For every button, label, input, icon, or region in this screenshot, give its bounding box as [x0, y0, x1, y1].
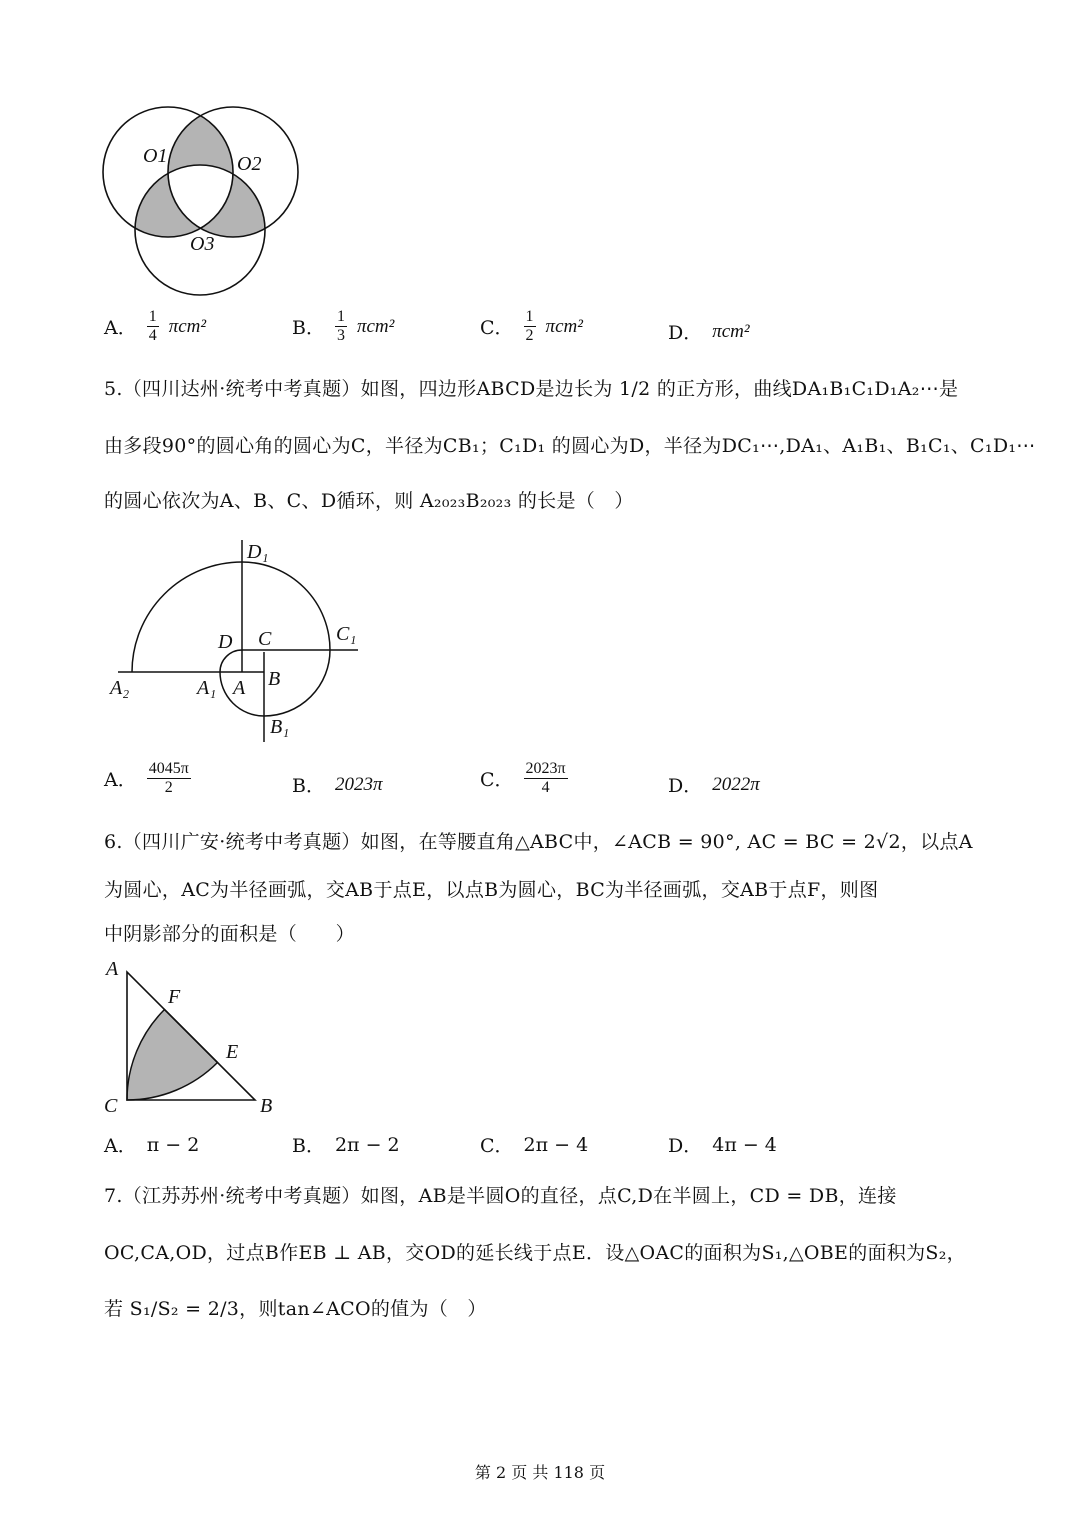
option-c — [480, 760, 568, 797]
label-a1: A₁ — [197, 677, 217, 699]
option-letter: D． — [668, 1135, 703, 1157]
numerator: 4045π — [148, 760, 189, 777]
option-letter: A． — [104, 1135, 137, 1157]
question-5-line-1: 5.（四川达州·统考中考真题）如图，四边形ABCD是边长为 1/2 的正方形，曲线DA₁B₁C₁D₁A₂⋯是 — [104, 378, 959, 400]
option-c — [480, 1131, 588, 1158]
label-f: F — [168, 986, 181, 1008]
label-e: E — [226, 1041, 239, 1063]
option-letter: D． — [668, 322, 703, 344]
option-letter: C． — [480, 1135, 514, 1157]
option-b — [292, 1131, 400, 1158]
option-value: 2π − 4 — [523, 1133, 589, 1156]
spiral-figure — [118, 540, 358, 742]
option-letter: D． — [668, 775, 703, 797]
page-footer: 第 2 页 共 118 页 — [474, 1463, 606, 1482]
question-7-line-2: OC,CA,OD，过点B作EB ⊥ AB，交OD的延长线于点E．设△OAC的面积为S₁,△OBE的面积为S₂， — [104, 1242, 966, 1264]
option-value: 4π − 4 — [712, 1133, 777, 1156]
option-letter: A． — [104, 317, 137, 339]
question-5-line-2: 由多段90°的圆心角的圆心为C，半径为CB₁；C₁D₁ 的圆心为D，半径为DC₁⋯,DA₁、A₁B₁、B₁C₁、C₁D₁⋯ — [104, 435, 1036, 457]
option-c — [480, 308, 583, 345]
option-value: 2π − 2 — [334, 1133, 400, 1156]
label-a: A — [233, 677, 246, 699]
label-o3: O3 — [190, 233, 215, 255]
option-a — [104, 1131, 199, 1158]
label-b: B — [268, 668, 281, 690]
fraction — [147, 308, 159, 345]
option-d — [668, 1131, 777, 1158]
label-o2: O2 — [237, 153, 262, 175]
denominator: 2 — [525, 327, 534, 344]
fraction — [147, 760, 191, 797]
fraction — [524, 760, 568, 797]
option-value: π − 2 — [146, 1133, 200, 1156]
triangle-figure — [127, 972, 255, 1100]
label-a: A — [106, 958, 119, 980]
option-letter: C． — [480, 317, 514, 339]
question-7-line-1: 7.（江苏苏州·统考中考真题）如图，AB是半圆O的直径，点C,D在半圆上，CD = DB，连接 — [104, 1185, 897, 1207]
fraction — [524, 308, 536, 345]
question-6-line-2: 为圆心，AC为半径画弧，交AB于点E，以点B为圆心，BC为半径画弧，交AB于点F，则图 — [104, 879, 879, 901]
denominator: 4 — [148, 327, 157, 344]
option-value: πcm² — [712, 320, 750, 342]
venn-figure — [103, 107, 298, 295]
label-b1: B₁ — [270, 716, 290, 738]
option-value: πcm² — [356, 315, 395, 337]
option-a — [104, 308, 206, 345]
label-o1: O1 — [143, 145, 168, 167]
numerator: 2023π — [525, 760, 566, 777]
numerator: 1 — [525, 308, 534, 325]
option-letter: B． — [292, 317, 325, 339]
label-d: D — [218, 631, 233, 653]
question-6-line-1: 6.（四川广安·统考中考真题）如图，在等腰直角△ABC中，∠ACB = 90°, AC = BC = 2√2，以点A — [104, 831, 973, 853]
denominator: 3 — [336, 327, 345, 344]
label-c: C — [104, 1095, 118, 1117]
label-c1: C₁ — [336, 623, 357, 645]
question-5-line-3: 的圆心依次为A、B、C、D循环，则 A₂₀₂₃B₂₀₂₃ 的长是（ ） — [104, 490, 634, 512]
numerator: 1 — [148, 308, 157, 325]
option-d — [668, 771, 760, 798]
option-a — [104, 760, 191, 797]
denominator: 2 — [164, 779, 173, 796]
option-value: 2022π — [712, 773, 760, 795]
numerator: 1 — [336, 308, 345, 325]
option-value: 2023π — [334, 773, 383, 795]
label-c: C — [258, 628, 272, 650]
question-7-line-3: 若 S₁/S₂ = 2/3，则tan∠ACO的值为（ ） — [104, 1298, 487, 1320]
option-letter: B． — [292, 1135, 325, 1157]
option-value: πcm² — [168, 315, 207, 337]
option-letter: B． — [292, 775, 325, 797]
option-letter: A． — [104, 769, 137, 791]
label-b: B — [260, 1095, 273, 1117]
option-d — [668, 318, 750, 345]
fraction — [335, 308, 347, 345]
label-d1: D₁ — [247, 541, 269, 563]
option-b — [292, 308, 394, 345]
question-6-line-3: 中阴影部分的面积是（ ） — [104, 923, 355, 945]
option-letter: C． — [480, 769, 514, 791]
option-b — [292, 771, 383, 798]
option-value: πcm² — [545, 315, 583, 337]
label-a2: A₂ — [110, 677, 130, 699]
denominator: 4 — [541, 779, 550, 796]
